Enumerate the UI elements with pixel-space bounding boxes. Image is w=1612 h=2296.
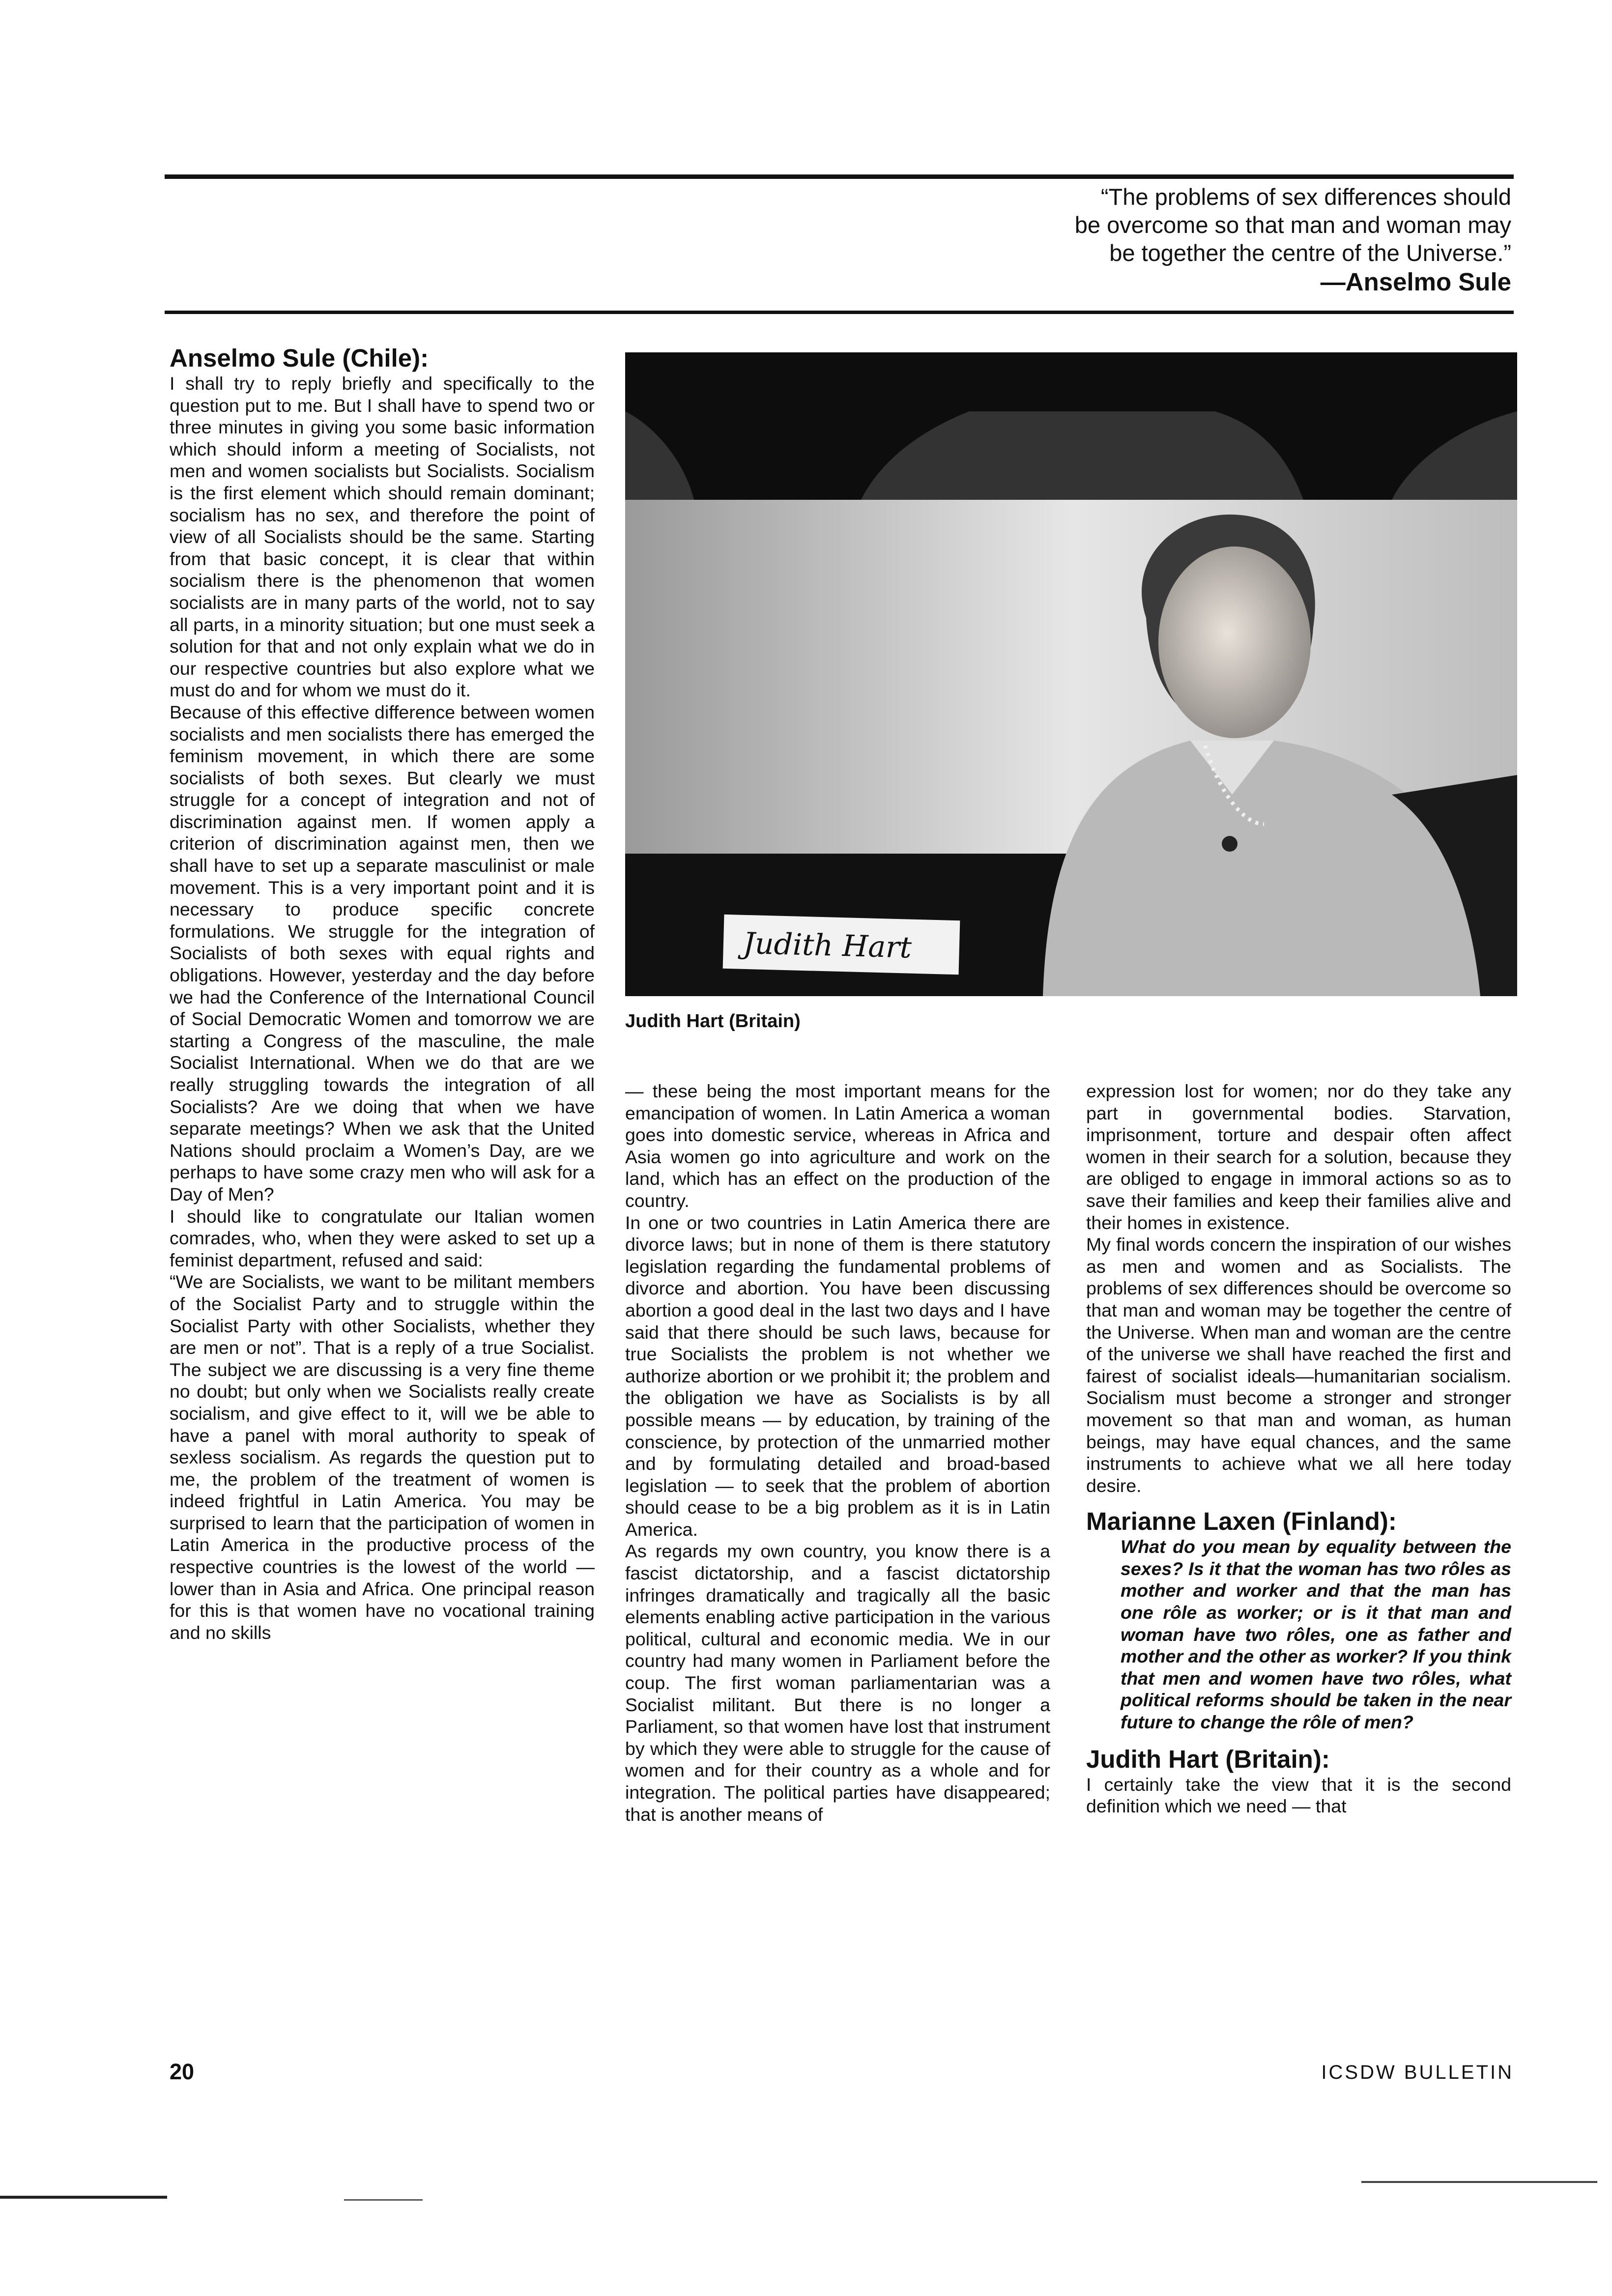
top-rule: [165, 174, 1514, 179]
article-column-left: [170, 344, 595, 1643]
paragraph: I should like to congratulate our Italian women comrades, who, when they were asked to set up a feminist department, refused and said:: [170, 1205, 595, 1270]
speaker-heading-hart: Judith Hart (Britain):: [1086, 1745, 1330, 1773]
paragraph: As regards my own country, you know there is a fascist dictatorship, and a fascist dictatorship infringes dramatically and tragically all the basic elements enabling active participation in the various political, cultural and economic media. We in our country had many women in Parliament before the coup. The first woman parliamentarian was a Socialist militant. But there is no longer a Parliament, so that women have lost that instrument by which they were able to struggle for the cause of women and for their country as a whole and for integration. The political parties have disappeared; that is another means of: [625, 1541, 1050, 1825]
paragraph: “We are Socialists, we want to be militant members of the Socialist Party and to struggle within the Socialist Party with other Socialists, whether they are men or not”. That is a reply of a true Socialist. The subject we are discussing is a very fine theme no doubt; but only when we Socialists really create socialism, and give effect to it, will we be able to have a panel with moral authority to speak of sexless socialism. As regards the question put to me, the problem of the treatment of women is indeed frightful in Latin America. You may be surprised to learn that the participation of women in Latin America in the productive process of the respective countries is the lowest of the world — lower than in Asia and Africa. One principal reason for this is that women have no vocational training and no skills: [170, 1271, 595, 1643]
photo-caption: Judith Hart (Britain): [625, 1011, 801, 1032]
paragraph: I certainly take the view that it is the second definition which we need — that: [1086, 1774, 1511, 1817]
scan-edge-mark: [1361, 2181, 1597, 2183]
article-column-right: [1086, 1080, 1511, 1817]
nameplate-text: Judith Hart: [743, 926, 912, 965]
pull-quote-line: “The problems of sex differences should: [1100, 184, 1511, 210]
pull-quote-line: be overcome so that man and woman may: [1074, 212, 1511, 238]
speaker-heading-laxen: Marianne Laxen (Finland):: [1086, 1507, 1397, 1536]
pull-quote-bottom-rule: [165, 311, 1514, 314]
speaker-heading-sule: Anselmo Sule (Chile):: [170, 344, 429, 372]
paragraph: Because of this effective difference between women socialists and men socialists there has emerged the feminism movement, in which there are some socialists of both sexes. But clearly we must struggle for a concept of integration and not of discrimination against men. If women apply a criterion of discrimination against men, then we shall have to set up a separate masculinist or male movement. This is a very important point and it is necessary to produce specific concrete formulations. We struggle for the integration of Socialists of both sexes with equal rights and obligations. However, yesterday and the day before we had the Conference of the International Council of Social Democratic Women and tomorrow we are starting a Congress of the masculine, the male Socialist International. When we do that are we really struggling towards the integration of all Socialists? Are we doing that when we have separate meetings? When we ask that the United Nations should proclaim a Women’s Day, are we perhaps to have some crazy men who will ask for a Day of Men?: [170, 701, 595, 1205]
question-paragraph: What do you mean by equality between the sexes? Is it that the woman has two rôles as mother and worker and that the man has one rôle as worker; or is it that man and woman have two rôles, one as father and mother and the other as worker? If you think that men and women have two rôles, what political reforms should be taken in the near future to change the rôle of men?: [1121, 1536, 1511, 1733]
scan-edge-mark: [344, 2199, 423, 2201]
paragraph: — these being the most important means for the emancipation of women. In Latin America a woman goes into domestic service, whereas in Africa and Asia women go into agriculture and work on the land, which has an effect on the production of the country.: [625, 1081, 1050, 1211]
photo-image: [625, 352, 1517, 996]
article-column-middle: [625, 1080, 1050, 1825]
pull-quote-line: be together the centre of the Universe.”: [1109, 240, 1511, 266]
pull-quote-attribution: —Anselmo Sule: [1320, 268, 1511, 296]
paragraph: In one or two countries in Latin America there are divorce laws; but in none of them is there statutory legislation regarding the fundamental problems of divorce and abortion. You have been discussing abortion a good deal in the last two days and I have said that there should be such laws, because for true Socialists the problem is not whether we authorize abortion or we prohibit it; the problem and the obligation we have as Socialists is by all possible means — by education, by training of the conscience, by protection of the unmarried mother and by formulating detailed and broad-based legislation — to seek that the problem of abortion should cease to be a big problem as it is in Latin America.: [625, 1212, 1050, 1540]
page-number: 20: [170, 2059, 195, 2084]
paragraph: I shall try to reply briefly and specifically to the question put to me. But I shall have to spend two or three minutes in giving you some basic information which should inform a meeting of Socialists, not men and women socialists but Socialists. Socialism is the first element which should remain dominant; socialism has no sex, and therefore the point of view of all Socialists should be the same. Starting from that basic concept, it is clear that within socialism there is the phenomenon that women socialists are in many parts of the world, not to say all parts, in a minority situation; but one must seek a solution for that and not only explain what we do in our respective countries but also explore what we must do and for whom we must do it.: [170, 373, 595, 701]
pull-quote: [931, 183, 1511, 296]
scan-edge-mark: [0, 2196, 167, 2199]
paragraph: My final words concern the inspiration of our wishes as men and women and as Socialists. The problems of sex differences should be overcome so that man and woman may be together the centre of the Universe. When man and woman are the centre of the universe we shall have reached the first and fairest of socialist ideals—humanitarian socialism. Socialism must become a stronger and stronger movement so that man and woman, as human beings, may have equal chances, and the same instruments to achieve what we all here today desire.: [1086, 1234, 1511, 1496]
paragraph: expression lost for women; nor do they take any part in governmental bodies. Starvation, imprisonment, torture and despair often affect women in their search for a solution, because they are obliged to engage in immoral actions so as to save their families and keep their families alive and their homes in existence.: [1086, 1081, 1511, 1233]
photo-judith-hart: [625, 352, 1517, 996]
publication-title: ICSDW BULLETIN: [1321, 2062, 1514, 2083]
